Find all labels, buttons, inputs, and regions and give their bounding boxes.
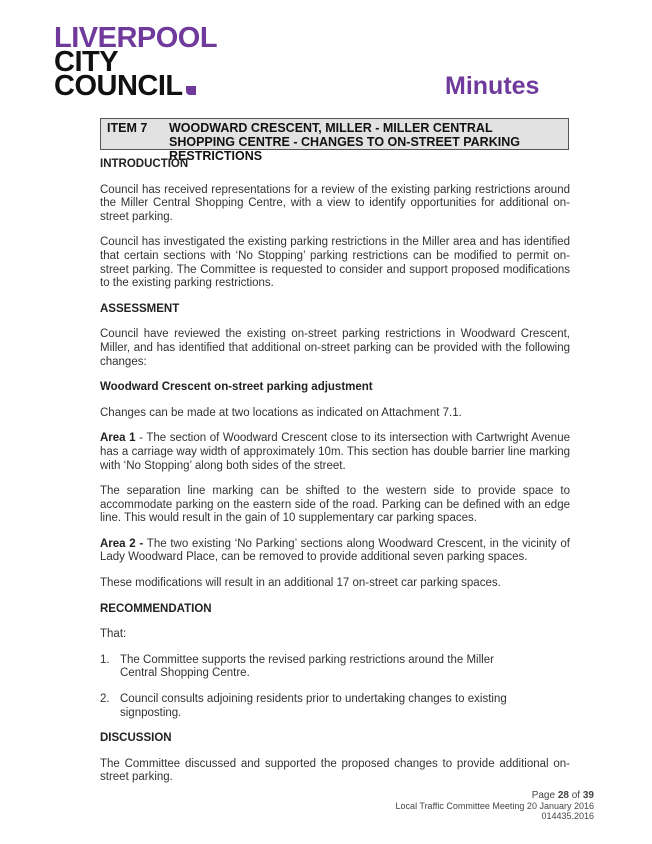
item-number: ITEM 7 bbox=[107, 121, 148, 135]
page-prefix: Page bbox=[531, 790, 558, 801]
item-title: WOODWARD CRESCENT, MILLER - MILLER CENTRAL SHOPPING CENTRE - CHANGES TO ON-STREET PARKING RESTRICTIONS bbox=[169, 121, 520, 163]
page-of: of bbox=[568, 790, 583, 801]
area-1-paragraph bbox=[100, 432, 570, 473]
recommendation-heading: RECOMMENDATION bbox=[100, 602, 212, 615]
page-number bbox=[396, 790, 594, 801]
assessment-subheading: Woodward Crescent on-street parking adjustment bbox=[100, 381, 373, 394]
list-item bbox=[100, 693, 570, 720]
logo-line-3: COUNCIL bbox=[54, 70, 183, 102]
assessment-paragraph-4: These modifications will result in an additional 17 on-street car parking spaces. bbox=[100, 577, 501, 590]
list-item-number: 1. bbox=[100, 653, 110, 666]
recommendation-intro: That: bbox=[100, 628, 127, 641]
area-2-text: The two existing ‘No Parking’ sections along Woodward Crescent, in the vicinity of Lady Woodward Place, can be removed to provide additional seven parking spaces. bbox=[100, 537, 570, 564]
page-title: Minutes bbox=[445, 72, 540, 100]
intro-paragraph-1: Council has received representations for a review of the existing parking restrictions around the Miller Central Shopping Centre, with a view to identify opportunities for additional on-street parking. bbox=[100, 183, 570, 223]
intro-paragraph-2: Council has investigated the existing parking restrictions in the Miller area and has identified that certain sections with ‘No Stopping’ parking restrictions can be modified to permit on-street parking. The Committee is requested to consider and support proposed modifications to the existing parking restrictions. bbox=[100, 236, 570, 290]
assessment-paragraph-2: Changes can be made at two locations as indicated on Attachment 7.1. bbox=[100, 406, 462, 419]
recommendation-list bbox=[100, 654, 570, 720]
intro-heading: INTRODUCTION bbox=[100, 158, 189, 170]
assessment-paragraph-1: Council have reviewed the existing on-street parking restrictions in Woodward Crescent, Miller, and has identified that additional on-street parking can be provided with the following changes: bbox=[100, 328, 570, 368]
list-item-number: 2. bbox=[100, 693, 110, 706]
list-item-text: The Committee supports the revised parking restrictions around the Miller Central Shopping Centre. bbox=[120, 653, 494, 680]
assessment-paragraph-3: The separation line marking can be shifted to the western side to provide space to accommodate parking on the eastern side of the road. Parking can be defined with an edge line. This would result in the gain of 10 supplementary car parking spaces. bbox=[100, 485, 570, 525]
page-footer bbox=[396, 790, 594, 821]
list-item bbox=[100, 654, 570, 681]
area-2-paragraph bbox=[100, 538, 570, 565]
area-1-label: Area 1 bbox=[100, 432, 136, 445]
item-header bbox=[100, 118, 569, 163]
list-item-text: Council consults adjoining residents prior to undertaking changes to existing signposting. bbox=[120, 693, 507, 719]
discussion-paragraph: The Committee discussed and supported the proposed changes to provide additional on-street parking. bbox=[100, 757, 570, 784]
assessment-heading: ASSESSMENT bbox=[100, 302, 180, 315]
document-reference: 014435.2016 bbox=[541, 811, 594, 821]
page-current: 28 bbox=[557, 790, 569, 801]
area-2-label: Area 2 - bbox=[100, 537, 144, 550]
logo-line-1: LIVERPOOL bbox=[54, 22, 218, 54]
page-total: 39 bbox=[582, 790, 594, 801]
minutes-body bbox=[100, 158, 570, 797]
logo-line-2: CITY bbox=[54, 46, 119, 78]
logo-mark-icon bbox=[186, 86, 196, 95]
council-logo bbox=[54, 22, 218, 102]
discussion-heading: DISCUSSION bbox=[100, 732, 172, 745]
meeting-reference: Local Traffic Committee Meeting 20 January 2016 bbox=[395, 801, 594, 811]
area-1-text: - The section of Woodward Crescent close to its intersection with Cartwright Avenue has a carriage way width of approximately 10m. This section has double barrier line marking with ‘No Stopping’ along both sides of the street. bbox=[100, 432, 570, 472]
